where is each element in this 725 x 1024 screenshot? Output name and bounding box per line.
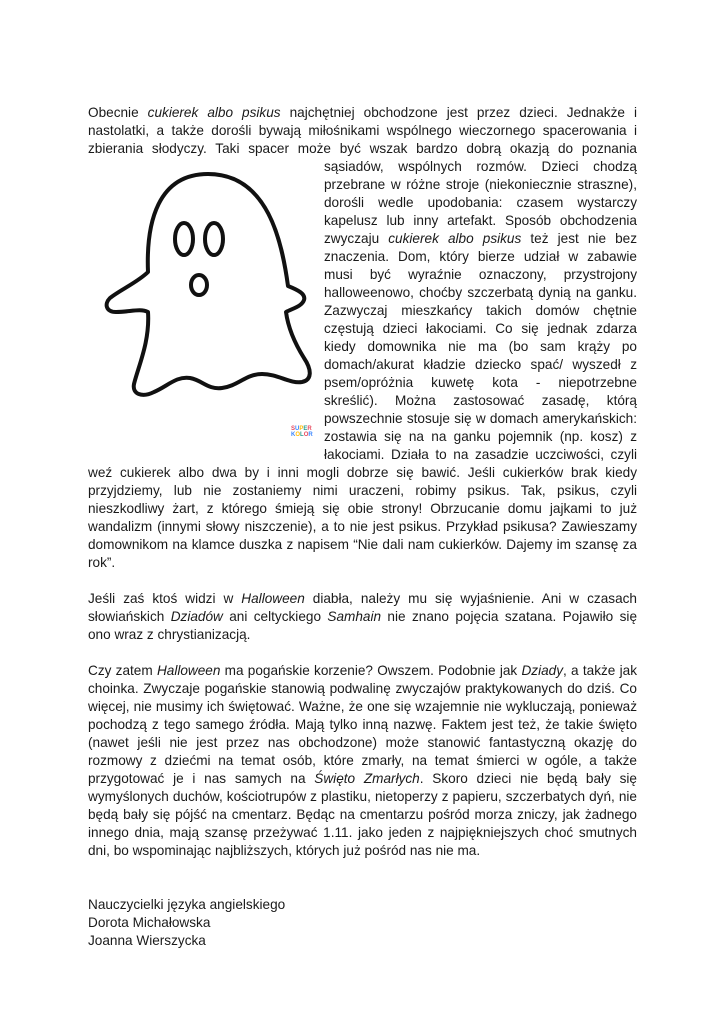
- text-run: też jest nie bez znaczenia. Dom, który bierze udział w zabawie musi być wyraźnie oznaczony, przystrojony halloweenowo, choćby szczerbatą dynią na ganku. Zazwyczaj mieszkańcy takich domów chętnie częstują dzieci łakociami. Co się jednak zdarza kiedy domownika nie ma (bo sam krąży po domach/akurat kładzie dziecko spać/ wyszedł z psem/opróżnia kuwetę kota - niepotrzebne skreślić). Można zastosować zasadę, którą powszechnie stosuje się w domach amerykańskich: zostawia się na na ganku pojemnik (np. kosz) z łakociami. Działa to na zasadzie uczciwości, czyli weź cukierek albo dwa by i inni mogli dobrze się bawić. Jeśli cukierków brak kiedy przyjdziemy, lub nie zostaniemy nimi uraczeni, robimy psikus. Tak, psikus, czyli nieszkodliwy żart, z którego śmieją się obie strony! Obrzucanie domu jajkami to już wandalizm (innymi słowy niszczenie), a to nie jest psikus. Przykład psikusa? Zawieszamy domownikom na klamce duszka z napisem “Nie dali nam cukierków. Dajemy im szansę za rok”.: [88, 231, 638, 570]
- ghost-mouth: [191, 275, 207, 295]
- paragraph-devil: [88, 590, 637, 644]
- text-run: Obecnie: [88, 105, 148, 120]
- emphasis-text: Halloween: [241, 591, 305, 606]
- text-run: Jeśli zaś ktoś widzi w: [88, 591, 242, 606]
- emphasis-text: cukierek albo psikus: [388, 231, 522, 246]
- ghost-icon: [98, 162, 318, 402]
- text-run: diabła, należy mu się wyjaśnienie. Ani w czasach słowiańskich: [88, 591, 637, 624]
- ghost-illustration: [88, 158, 324, 460]
- emphasis-text: Dziadów: [170, 609, 223, 624]
- signature-block: [88, 896, 637, 950]
- signature-name: Joanna Wierszycka: [88, 933, 206, 948]
- emphasis-text: cukierek albo psikus: [147, 105, 281, 120]
- signature-name: Dorota Michałowska: [88, 915, 211, 930]
- text-run: , a także jak choinka. Zwyczaje pogańskie stanowią podwalinę zwyczajów praktykowanych do dziś. Co więcej, nie musimy ich świętować. Ważne, że one się wzajemnie nie wykluczają, ponieważ pochodzą z tego samego źródła. Mają tylko inną nazwę. Faktem jest też, że takie święto (nawet jeśli nie jest przez nas obchodzone) może stanowić fantastyczną okazję do rozmowy z dziećmi na temat osób, które zmarły, na temat śmierci w ogóle, a także przygotować je i nas samych na: [88, 663, 637, 786]
- paragraph-trick-or-treat: [88, 104, 637, 572]
- paragraph-pagan-roots: [88, 662, 637, 860]
- ghost-eye-right: [205, 223, 223, 255]
- text-run: ani celtyckiego: [222, 609, 328, 624]
- emphasis-text: Halloween: [156, 663, 221, 678]
- emphasis-text: Samhain: [327, 609, 382, 624]
- ghost-eye-left: [175, 223, 193, 255]
- signature-title: Nauczycielki języka angielskiego: [88, 897, 286, 912]
- text-run: ma pogańskie korzenie? Owszem. Podobnie jak: [220, 663, 522, 678]
- text-run: . Skoro dzieci nie będą bały się wymyślonych duchów, kościotrupów z plastiku, nietoperzy z papieru, szczerbatych dyń, nie będą bały się pójść na cmentarz. Będąc na cmentarzu pośród morza zniczy, jak żadnego innego dnia, mają szansę przeżywać 1.11. jako jeden z najpiękniejszych choć smutnych dni, bo wspominając najbliższych, których już pośród nas nie ma.: [88, 771, 637, 858]
- text-run: nie znano pojęcia szatana. Pojawiło się ono wraz z chrystianizacją.: [88, 609, 638, 642]
- emphasis-text: Święto Zmarłych: [314, 771, 420, 786]
- watermark-logo: SUPER KOLOR: [291, 426, 313, 438]
- document-body: [88, 104, 637, 950]
- text-run: najchętniej obchodzone jest przez dzieci. Jednakże i nastolatki, a także dorośli bywają miłośnikami wspólnego wieczornego spacerowania i zbierania słodyczy. Taki spacer może być wszak bardzo dobrą okazją do poznania sąsiadów, wspólnych rozmów. Dzieci chodzą przebrane w różne stroje (niekoniecznie straszne), dorośli wedle upodobania: czasem wystarczy kapelusz lub inny artefakt. Sposób obchodzenia zwyczaju: [88, 105, 638, 246]
- text-run: Czy zatem: [88, 663, 157, 678]
- emphasis-text: Dziady: [521, 663, 564, 678]
